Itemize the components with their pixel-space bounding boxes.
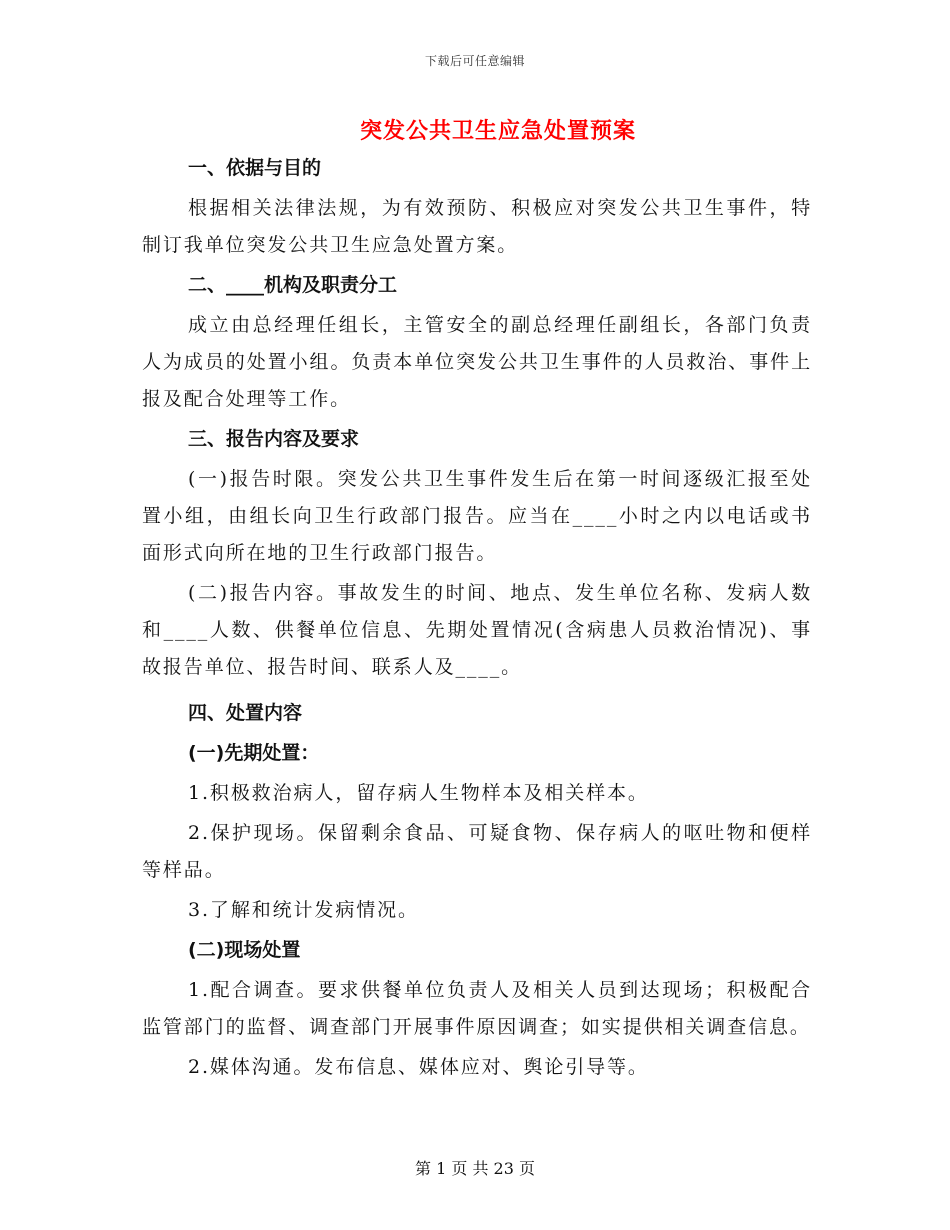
section-2-paragraph: 成立由总经理任组长，主管安全的副总经理任副组长，各部门负责人为成员的处置小组。负责本单位突发公共卫生事件的人员救治、事件上报及配合处理等工作。: [142, 314, 812, 410]
section-3-paragraph-1: (一)报告时限。突发公共卫生事件发生后在第一时间逐级汇报至处置小组，由组长向卫生行政部门报告。应当在____小时之内以电话或书面形式向所在地的卫生行政部门报告。: [142, 468, 812, 564]
section-4-heading: 四、处置内容: [188, 702, 303, 724]
page-footer: 第 1 页 共 23 页: [415, 1159, 535, 1178]
section-4-1-item-1: 1.积极救治病人，留存病人生物样本及相关样本。: [188, 782, 649, 804]
document-body: [142, 150, 812, 1086]
section-3-paragraph-2: (二)报告内容。事故发生的时间、地点、发生单位名称、发病人数和____人数、供餐单位信息、先期处置情况(含病患人员救治情况)、事故报告单位、报告时间、联系人及____。: [142, 582, 812, 678]
section-3-heading: 三、报告内容及要求: [188, 428, 360, 450]
section-2-heading: 二、____机构及职责分工: [188, 274, 398, 296]
document-title: 突发公共卫生应急处置预案: [359, 119, 636, 144]
section-4-subheading-2: (二)现场处置: [188, 939, 301, 961]
section-1-paragraph: 根据相关法律法规，为有效预防、积极应对突发公共卫生事件，特制订我单位突发公共卫生应急处置方案。: [142, 197, 812, 256]
section-4-1-item-3: 3.了解和统计发病情况。: [188, 899, 419, 921]
section-4-subheading-1: (一)先期处置：: [188, 742, 320, 764]
header-note: 下载后可任意编辑: [424, 54, 525, 68]
section-4-1-item-2: 2.保护现场。保留剩余食品、可疑食物、保存病人的呕吐物和便样等样品。: [142, 822, 812, 881]
section-1-heading: 一、依据与目的: [188, 157, 322, 179]
section-4-2-item-2: 2.媒体沟通。发布信息、媒体应对、舆论引导等。: [188, 1056, 649, 1078]
section-4-2-item-1: 1.配合调查。要求供餐单位负责人及相关人员到达现场；积极配合监管部门的监督、调查部门开展事件原因调查；如实提供相关调查信息。: [142, 979, 812, 1038]
